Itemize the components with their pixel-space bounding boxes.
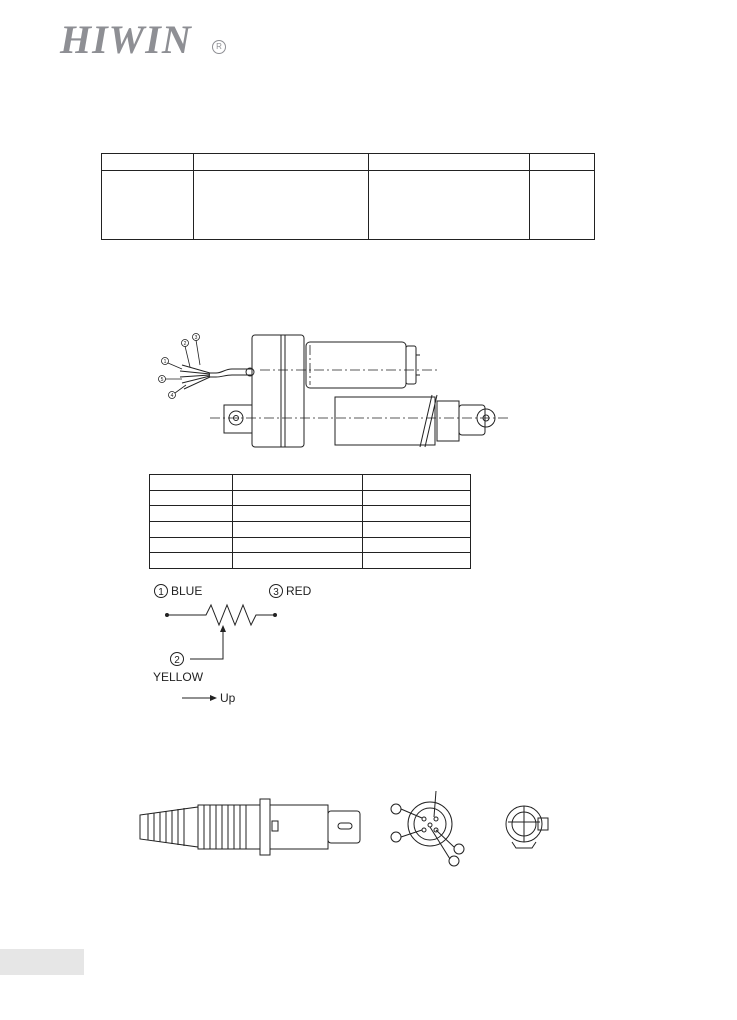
table-cell	[363, 553, 471, 569]
outer-tube	[335, 397, 435, 445]
inner-tube	[459, 405, 485, 435]
table-cell	[363, 475, 471, 491]
table-cell	[102, 154, 194, 171]
connector-flange	[260, 799, 270, 855]
table-row	[150, 506, 471, 522]
table-cell	[233, 537, 363, 553]
logo-text: HIWIN	[60, 17, 192, 62]
connector-side-view	[138, 795, 368, 860]
table-cell	[363, 537, 471, 553]
table-cell	[150, 537, 233, 553]
pin1-number: 1	[158, 587, 164, 598]
spec-table	[101, 153, 595, 240]
pin-table	[149, 474, 471, 569]
table-cell	[233, 553, 363, 569]
gearbox-housing	[252, 335, 304, 447]
cable-strain-relief	[140, 807, 198, 847]
registered-mark: R	[212, 40, 226, 54]
pin2-label: YELLOW	[153, 670, 204, 684]
pin2-number: 2	[174, 655, 180, 666]
callout-3: 3	[194, 335, 198, 341]
table-row	[150, 553, 471, 569]
table-cell	[530, 171, 595, 240]
page-footer-tab	[0, 949, 84, 975]
wiper-line	[190, 630, 223, 659]
table-cell	[363, 506, 471, 522]
actuator-drawing	[150, 325, 530, 460]
table-cell	[369, 171, 530, 240]
table-row	[102, 154, 595, 171]
connector-grip	[198, 805, 260, 849]
table-cell	[150, 553, 233, 569]
connector-plug	[328, 811, 360, 843]
resistor-symbol	[167, 605, 275, 625]
table-cell	[150, 506, 233, 522]
callout-5: 5	[160, 377, 164, 383]
callout-2: 2	[183, 341, 187, 347]
pin1-label: BLUE	[171, 584, 203, 598]
table-cell	[150, 475, 233, 491]
table-row	[150, 490, 471, 506]
motor-body	[306, 342, 406, 388]
table-row	[102, 171, 595, 240]
connector-body	[270, 805, 328, 849]
connector-pin-face	[388, 785, 468, 867]
table-cell	[233, 490, 363, 506]
table-cell	[233, 521, 363, 537]
table-cell	[150, 521, 233, 537]
callout-4: 4	[170, 393, 174, 399]
table-row	[150, 521, 471, 537]
table-cell	[233, 475, 363, 491]
table-cell	[194, 154, 369, 171]
table-cell	[150, 490, 233, 506]
pin3-number: 3	[273, 587, 279, 598]
direction-label: Up	[220, 691, 236, 705]
hiwin-logo	[60, 18, 230, 66]
table-cell	[233, 506, 363, 522]
table-cell	[102, 171, 194, 240]
table-cell	[369, 154, 530, 171]
table-row	[150, 537, 471, 553]
table-cell	[363, 521, 471, 537]
table-cell	[194, 171, 369, 240]
pin3-label: RED	[286, 584, 312, 598]
callout-1: 1	[163, 359, 167, 365]
table-cell	[530, 154, 595, 171]
table-row	[150, 475, 471, 491]
table-cell	[363, 490, 471, 506]
connector-rear-view	[500, 798, 550, 850]
potentiometer-diagram	[150, 580, 330, 710]
